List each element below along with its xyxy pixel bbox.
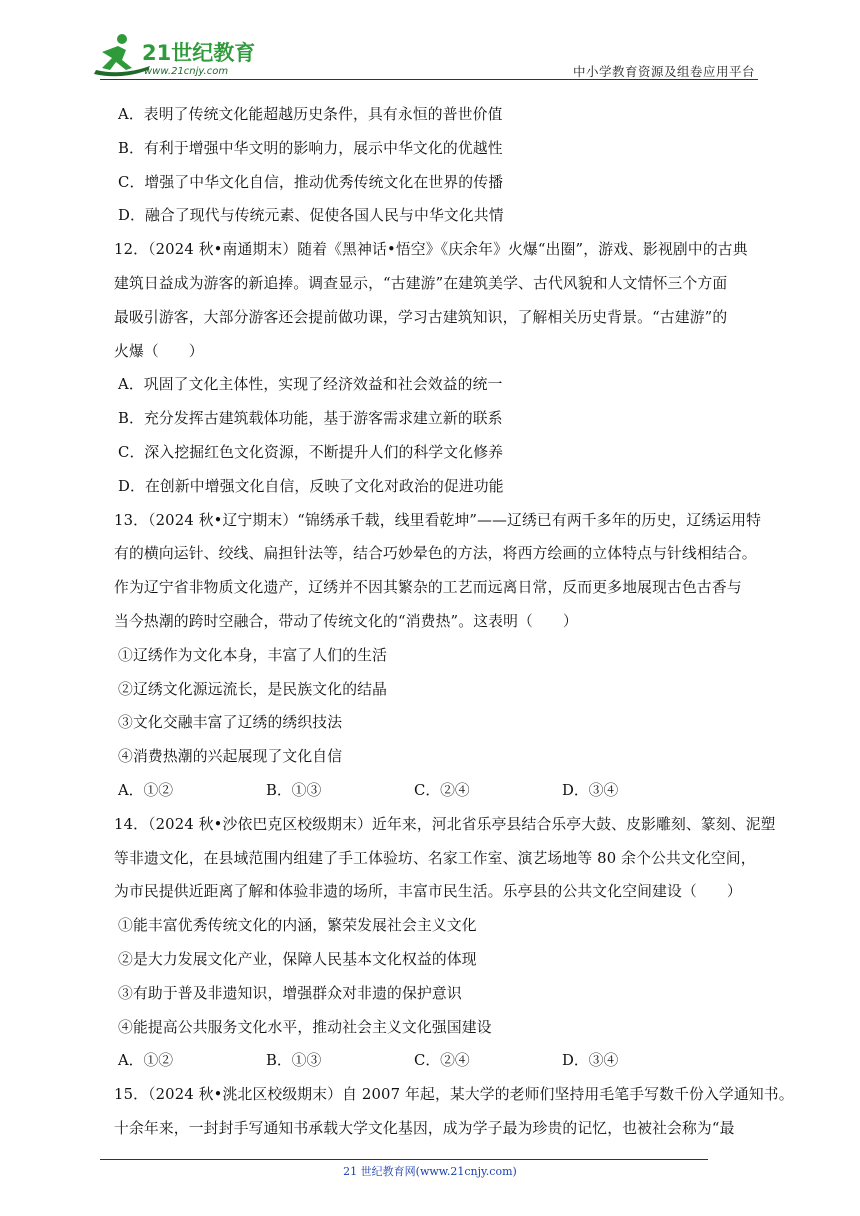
q12-stem-line-1: 12．（2024 秋•南通期末）随着《黑神话•悟空》《庆余年》火爆“出圈”，游戏、影视剧中的古典 bbox=[114, 241, 748, 259]
q15-stem-line-1: 15．（2024 秋•洮北区校级期末）自 2007 年起，某大学的老师们坚持用毛笔手写数千份入学通知书。 bbox=[114, 1086, 794, 1104]
q13-stem-line-4: 当今热潮的跨时空融合，带动了传统文化的“消费热”。这表明（ ） bbox=[114, 612, 578, 630]
footer-link[interactable]: 21 世纪教育网(www.21cnjy.com) bbox=[343, 1165, 517, 1178]
footer-divider bbox=[100, 1159, 708, 1160]
q13-statement-1: ①辽绣作为文化本身，丰富了人们的生活 bbox=[118, 646, 388, 664]
q12-option-a: A．巩固了文化主体性，实现了经济效益和社会效益的统一 bbox=[118, 376, 503, 394]
q14-choice-a: A．①② bbox=[118, 1052, 174, 1070]
site-logo bbox=[92, 30, 267, 80]
q14-statement-1: ①能丰富优秀传统文化的内涵，繁荣发展社会主义文化 bbox=[118, 917, 477, 935]
q11-option-d: D．融合了现代与传统元素、促使各国人民与中华文化共情 bbox=[118, 207, 504, 225]
q14-statement-3: ③有助于普及非遗知识，增强群众对非遗的保护意识 bbox=[118, 984, 462, 1002]
q13-choice-d: D．③④ bbox=[562, 781, 619, 799]
q15-stem-line-2: 十余年来，一封封手写通知书承载大学文化基因，成为学子最为珍贵的记忆，也被社会称为“最 bbox=[114, 1119, 735, 1137]
q12-option-b: B．充分发挥古建筑载体功能，基于游客需求建立新的联系 bbox=[118, 410, 503, 428]
q12-option-c: C．深入挖掘红色文化资源，不断提升人们的科学文化修养 bbox=[118, 443, 504, 461]
q12-option-d: D．在创新中增强文化自信，反映了文化对政治的促进功能 bbox=[118, 477, 504, 495]
q14-choice-c: C．②④ bbox=[414, 1052, 470, 1070]
q13-statement-4: ④消费热潮的兴起展现了文化自信 bbox=[118, 748, 343, 766]
q13-stem-line-2: 有的横向运针、绞线、扁担针法等，结合巧妙晕色的方法，将西方绘画的立体特点与针线相结合。 bbox=[114, 545, 757, 563]
q13-stem-line-3: 作为辽宁省非物质文化遗产，辽绣并不因其繁杂的工艺而远离日常，反而更多地展现古色古香与 bbox=[114, 579, 742, 597]
question-content bbox=[114, 98, 794, 1146]
q12-stem-line-2: 建筑日益成为游客的新追捧。调查显示，“古建游”在建筑美学、古代风貌和人文情怀三个方面 bbox=[114, 274, 728, 292]
q14-stem-line-3: 为市民提供近距离了解和体验非遗的场所，丰富市民生活。乐亭县的公共文化空间建设（ ） bbox=[114, 883, 742, 901]
q13-choice-c: C．②④ bbox=[414, 781, 470, 799]
q14-stem-line-2: 等非遗文化，在县域范围内组建了手工体验坊、名家工作室、演艺场地等 80 余个公共文化空间， bbox=[114, 849, 756, 867]
q14-statement-4: ④能提高公共服务文化水平，推动社会主义文化强国建设 bbox=[118, 1018, 492, 1036]
q13-statement-2: ②辽绣文化源远流长，是民族文化的结晶 bbox=[118, 680, 388, 698]
platform-title: 中小学教育资源及组卷应用平台 bbox=[572, 64, 755, 79]
page-header bbox=[0, 0, 860, 80]
q13-stem-line-1: 13．（2024 秋•辽宁期末）“锦绣承千载，线里看乾坤”——辽绣已有两千多年的历史，辽绣运用特 bbox=[114, 511, 762, 529]
q14-stem-line-1: 14．（2024 秋•沙依巴克区校级期末）近年来，河北省乐亭县结合乐亭大鼓、皮影雕刻、篆刻、泥塑 bbox=[114, 815, 776, 833]
q13-choices bbox=[114, 774, 774, 808]
svg-text:www.21cnjy.com: www.21cnjy.com bbox=[144, 66, 229, 77]
q11-option-b: B．有利于增强中华文明的影响力，展示中华文化的优越性 bbox=[118, 139, 503, 157]
q11-option-a: A．表明了传统文化能超越历史条件，具有永恒的普世价值 bbox=[118, 106, 503, 123]
q13-choice-b: B．①③ bbox=[266, 781, 322, 799]
q12-stem-line-3: 最吸引游客，大部分游客还会提前做功课，学习古建筑知识，了解相关历史背景。“古建游”的 bbox=[114, 308, 728, 326]
q14-choice-d: D．③④ bbox=[562, 1052, 619, 1070]
q13-choice-a: A．①② bbox=[118, 781, 174, 799]
q14-choice-b: B．①③ bbox=[266, 1052, 322, 1070]
q12-stem-line-4: 火爆（ ） bbox=[114, 342, 204, 360]
q13-statement-3: ③文化交融丰富了辽绣的绣织技法 bbox=[118, 714, 343, 732]
q14-statement-2: ②是大力发展文化产业，保障人民基本文化权益的体现 bbox=[118, 950, 477, 968]
q14-choices bbox=[114, 1044, 774, 1078]
q11-option-c: C．增强了中华文化自信，推动优秀传统文化在世界的传播 bbox=[118, 173, 504, 191]
header-divider bbox=[100, 79, 758, 80]
svg-text:21世纪教育: 21世纪教育 bbox=[142, 41, 256, 65]
